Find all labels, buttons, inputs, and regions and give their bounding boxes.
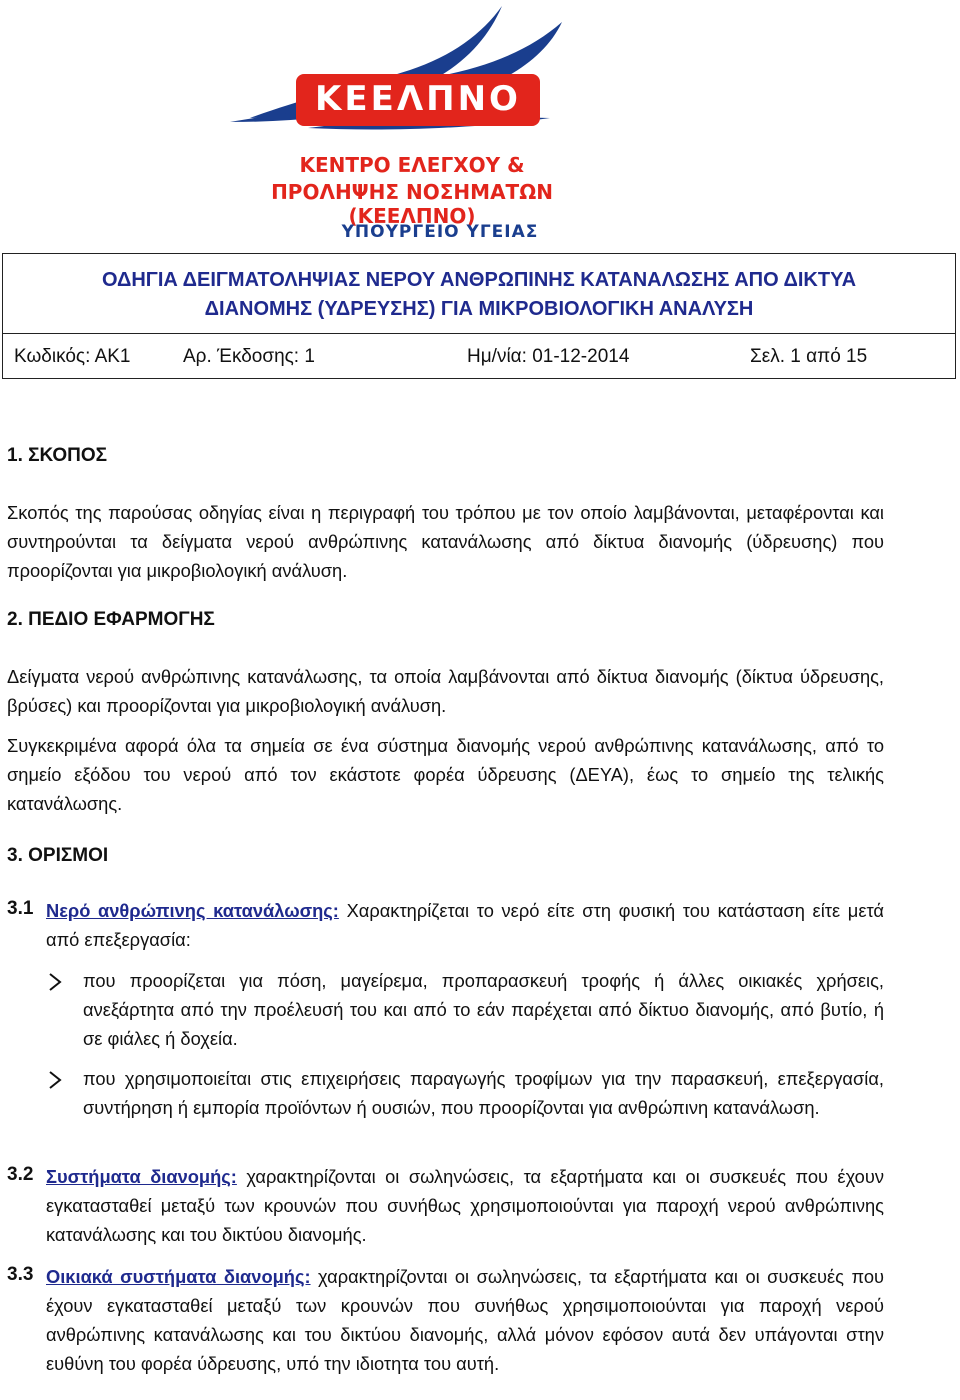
section-1-heading: 1. ΣΚΟΠΟΣ — [7, 445, 108, 466]
document-edition: Αρ. Έκδοσης: 1 — [183, 346, 315, 367]
document-title-line1: ΟΔΗΓΙΑ ΔΕΙΓΜΑΤΟΛΗΨΙΑΣ ΝΕΡΟΥ ΑΝΘΡΩΠΙΝΗΣ ΚΑΤΑΝΑΛΩΣΗΣ ΑΠΟ ΔΙΚΤΥΑ — [101, 269, 857, 291]
document-title — [3, 266, 955, 324]
bullet-item-1: που προορίζεται για πόση, μαγείρεμα, προπαρασκευή τροφής ή άλλες οικιακές χρήσεις, ανεξάρτητα από την προέλευσή του και από το εάν παρέχεται από δίκτυο διανομής, από βυτίο, ή σε φιάλες ή δοχεία. — [83, 970, 884, 1049]
section-1-text: Σκοπός της παρούσας οδηγίας είναι η περιγραφή του τρόπου με τον οποίο λαμβάνονται, μεταφέρονται και συντηρούνται τα δείγματα νερού ανθρώπινης κατανάλωσης από δίκτυα διανομής (ύδρευσης) που προορίζονται για μικροβιολογική ανάλυση. — [7, 502, 884, 581]
definition-3-1-term: Νερό ανθρώπινης κατανάλωσης: — [46, 900, 339, 921]
definition-3-1-number: 3.1 — [7, 898, 34, 919]
document-page-number: Σελ. 1 από 15 — [750, 346, 868, 367]
logo-org-line2: ΠΡΟΛΗΨΗΣ ΝΟΣΗΜΑΤΩΝ (ΚΕΕΛΠΝΟ) — [271, 180, 553, 228]
header-divider — [3, 333, 955, 334]
document-header — [2, 253, 956, 379]
section-3-heading: 3. ΟΡΙΣΜΟΙ — [7, 845, 109, 866]
keelpno-logo — [190, 0, 590, 250]
section-2-text-2: Συγκεκριμένα αφορά όλα τα σημεία σε ένα σύστημα διανομής νερού ανθρώπινης κατανάλωσης, από το σημείο εξόδου του νερού από τον εκάστοτε φορέα ύδρευσης (ΔΕΥΑ), έως το σημείο της τελικής κατανάλωσης. — [7, 735, 884, 814]
definition-3-2-number: 3.2 — [7, 1164, 34, 1185]
document-title-line2: ΔΙΑΝΟΜΗΣ (ΥΔΡΕΥΣΗΣ) ΓΙΑ ΜΙΚΡΟΒΙΟΛΟΓΙΚΗ ΑΝΑΛΥΣΗ — [204, 298, 754, 320]
definition-3-2-term: Συστήματα διανομής: — [46, 1166, 237, 1187]
section-2-text-1: Δείγματα νερού ανθρώπινης κατανάλωσης, τα οποία λαμβάνονται από δίκτυα διανομής (δίκτυα ύδρευσης, βρύσες) και προορίζονται για μικροβιολογική ανάλυση. — [7, 666, 884, 716]
definition-3-3-text: χαρακτηρίζονται οι σωληνώσεις, τα εξαρτήματα και οι συσκευές που έχουν εγκατασταθεί μεταξύ των κρουνών που συνήθως χρησιμοποιούνται για παροχή νερού ανθρώπινης κατανάλωσης και του δικτύου διανομής, αλλά μόνον εφόσον αυτά δεν υπάγονται στην ευθύνη του φορέα ύδρευσης, υπό την ιδιοτητα του αυτή. — [46, 1266, 884, 1374]
definition-3-3 — [46, 1262, 884, 1378]
definition-3-3-number: 3.3 — [7, 1264, 34, 1285]
definition-3-2 — [46, 1162, 884, 1249]
logo-ministry: ΥΠΟΥΡΓΕΙΟ ΥΓΕΙΑΣ — [341, 222, 539, 242]
arrow-bullet-icon — [48, 1070, 62, 1090]
logo-badge — [296, 74, 540, 126]
definition-3-3-term: Οικιακά συστήματα διανομής: — [46, 1266, 311, 1287]
bullet-item-2: που χρησιμοποιείται στις επιχειρήσεις παραγωγής τροφίμων για την παρασκευή, επεξεργασία, συντήρηση ή εμπορία προϊόντων ή ουσιών, που προορίζονται για ανθρώπινη κατανάλωση. — [83, 1068, 884, 1118]
definition-3-2-text: χαρακτηρίζονται οι σωληνώσεις, τα εξαρτήματα και οι συσκευές που έχουν εγκατασταθεί μεταξύ των κρουνών που συνήθως χρησιμοποιούνται για παροχή νερού ανθρώπινης κατανάλωσης και του δικτύου διανομής. — [46, 1166, 884, 1245]
logo-org-line1: ΚΕΝΤΡΟ ΕΛΕΓΧΟΥ & — [299, 153, 525, 177]
document-date: Ημ/νία: 01-12-2014 — [467, 346, 630, 367]
definition-3-1-text: Χαρακτηρίζεται το νερό είτε στη φυσική του κατάσταση είτε μετά από επεξεργασία: — [46, 900, 885, 950]
section-2-heading: 2. ΠΕΔΙΟ ΕΦΑΡΜΟΓΗΣ — [7, 609, 215, 630]
definition-3-1 — [46, 896, 884, 954]
arrow-bullet-icon — [48, 972, 62, 992]
document-code: Κωδικός: ΑΚ1 — [14, 346, 131, 367]
logo-acronym: ΚΕΕΛΠΝΟ — [315, 79, 521, 119]
